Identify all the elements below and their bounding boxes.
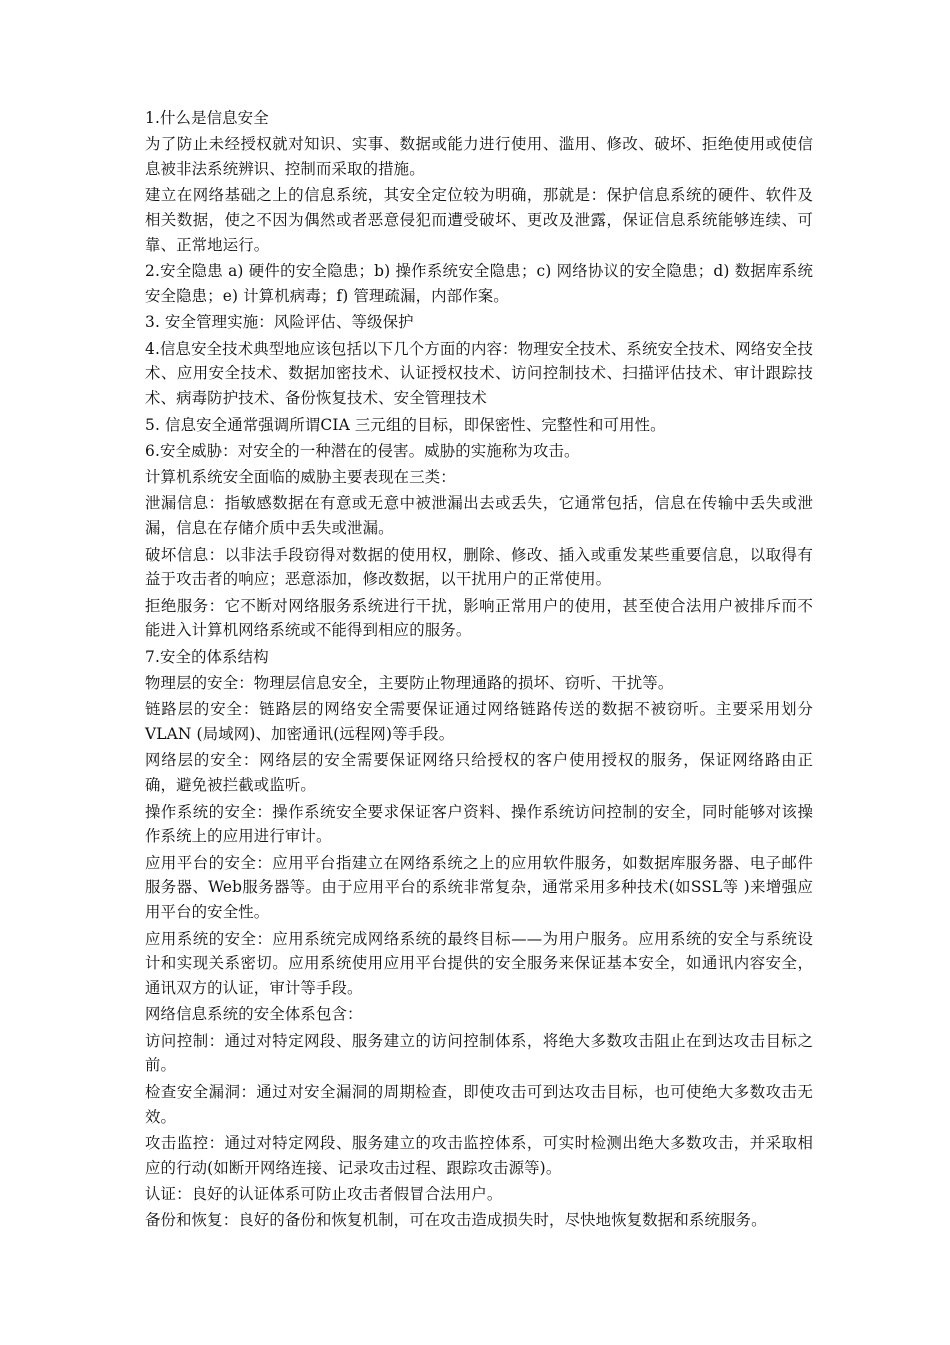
- paragraph-attack-monitoring: 攻击监控：通过对特定网段、服务建立的攻击监控体系，可实时检测出绝大多数攻击，并采取相应的行动(如断开网络连接、记录攻击过程、跟踪攻击源等)。: [145, 1133, 813, 1177]
- paragraph-definition: 为了防止未经授权就对知识、实事、数据或能力进行使用、滥用、修改、破坏、拒绝使用或使信息被非法系统辨识、控制而采取的措施。: [145, 135, 813, 179]
- document-body: [145, 106, 813, 1235]
- paragraph-network-layer: 网络层的安全：网络层的安全需要保证网络只给授权的客户使用授权的服务，保证网络路由正确，避免被拦截或监听。: [145, 751, 813, 795]
- paragraph-info-system-security: 建立在网络基础之上的信息系统，其安全定位较为明确，那就是：保护信息系统的硬件、软件及相关数据，使之不因为偶然或者恶意侵犯而遭受破坏、更改及泄露，保证信息系统能够连续、可靠、正常地运行。: [145, 186, 813, 254]
- paragraph-info-destruction: 破坏信息：以非法手段窃得对数据的使用权，删除、修改、插入或重发某些重要信息，以取得有益于攻击者的响应；恶意添加，修改数据，以干扰用户的正常使用。: [145, 545, 813, 589]
- paragraph-threat-categories: 计算机系统安全面临的威胁主要表现在三类：: [145, 468, 456, 487]
- paragraph-denial-of-service: 拒绝服务：它不断对网络服务系统进行干扰，影响正常用户的使用，甚至使合法用户被排斥而不能进入计算机网络系统或不能得到相应的服务。: [145, 596, 813, 640]
- paragraph-security-management: 3. 安全管理实施：风险评估、等级保护: [145, 313, 414, 332]
- paragraph-info-leak: 泄漏信息：指敏感数据在有意或无意中被泄漏出去或丢失，它通常包括，信息在传输中丢失或泄漏，信息在存储介质中丢失或泄漏。: [145, 494, 813, 538]
- paragraph-system-includes: 网络信息系统的安全体系包含：: [145, 1005, 363, 1024]
- paragraph-authentication: 认证：良好的认证体系可防止攻击者假冒合法用户。: [145, 1184, 503, 1203]
- paragraph-vulnerability-check: 检查安全漏洞：通过对安全漏洞的周期检查，即使攻击可到达攻击目标，也可使绝大多数攻击无效。: [145, 1082, 813, 1126]
- paragraph-app-system: 应用系统的安全：应用系统完成网络系统的最终目标——为用户服务。应用系统的安全与系统设计和实现关系密切。应用系统使用应用平台提供的安全服务来保证基本安全，如通讯内容安全，通讯双方的认证，审计等手段。: [145, 929, 813, 998]
- paragraph-os-security: 操作系统的安全：操作系统安全要求保证客户资料、操作系统访问控制的安全，同时能够对该操作系统上的应用进行审计。: [145, 802, 813, 846]
- paragraph-app-platform: 应用平台的安全：应用平台指建立在网络系统之上的应用软件服务，如数据库服务器、电子邮件服务器、Web服务器等。由于应用平台的系统非常复杂，通常采用多种技术(如SSL等 )来增强应用平台的安全性。: [145, 853, 813, 922]
- paragraph-physical-layer: 物理层的安全：物理层信息安全，主要防止物理通路的损坏、窃听、干扰等。: [145, 674, 674, 693]
- paragraph-cia-triad: 5. 信息安全通常强调所谓CIA 三元组的目标，即保密性、完整性和可用性。: [145, 415, 666, 434]
- paragraph-backup-recovery: 备份和恢复：良好的备份和恢复机制，可在攻击造成损失时，尽快地恢复数据和系统服务。: [145, 1211, 767, 1230]
- paragraph-security-technologies: 4.信息安全技术典型地应该包括以下几个方面的内容：物理安全技术、系统安全技术、网络安全技术、应用安全技术、数据加密技术、认证授权技术、访问控制技术、扫描评估技术、审计跟踪技术、病毒防护技术、备份恢复技术、安全管理技术: [145, 339, 813, 408]
- paragraph-security-threat: 6.安全威胁：对安全的一种潜在的侵害。威胁的实施称为攻击。: [145, 441, 580, 460]
- heading-what-is-info-security: 1.什么是信息安全: [145, 109, 269, 127]
- paragraph-link-layer: 链路层的安全：链路层的网络安全需要保证通过网络链路传送的数据不被窃听。主要采用划分VLAN (局域网)、加密通讯(远程网)等手段。: [145, 700, 813, 744]
- paragraph-security-hazards: 2.安全隐患 a) 硬件的安全隐患；b) 操作系统安全隐患；c) 网络协议的安全隐患；d) 数据库系统安全隐患；e) 计算机病毒；f) 管理疏漏，内部作案。: [145, 262, 813, 306]
- heading-security-architecture: 7.安全的体系结构: [145, 647, 269, 666]
- paragraph-access-control: 访问控制：通过对特定网段、服务建立的访问控制体系，将绝大多数攻击阻止在到达攻击目标之前。: [145, 1031, 813, 1075]
